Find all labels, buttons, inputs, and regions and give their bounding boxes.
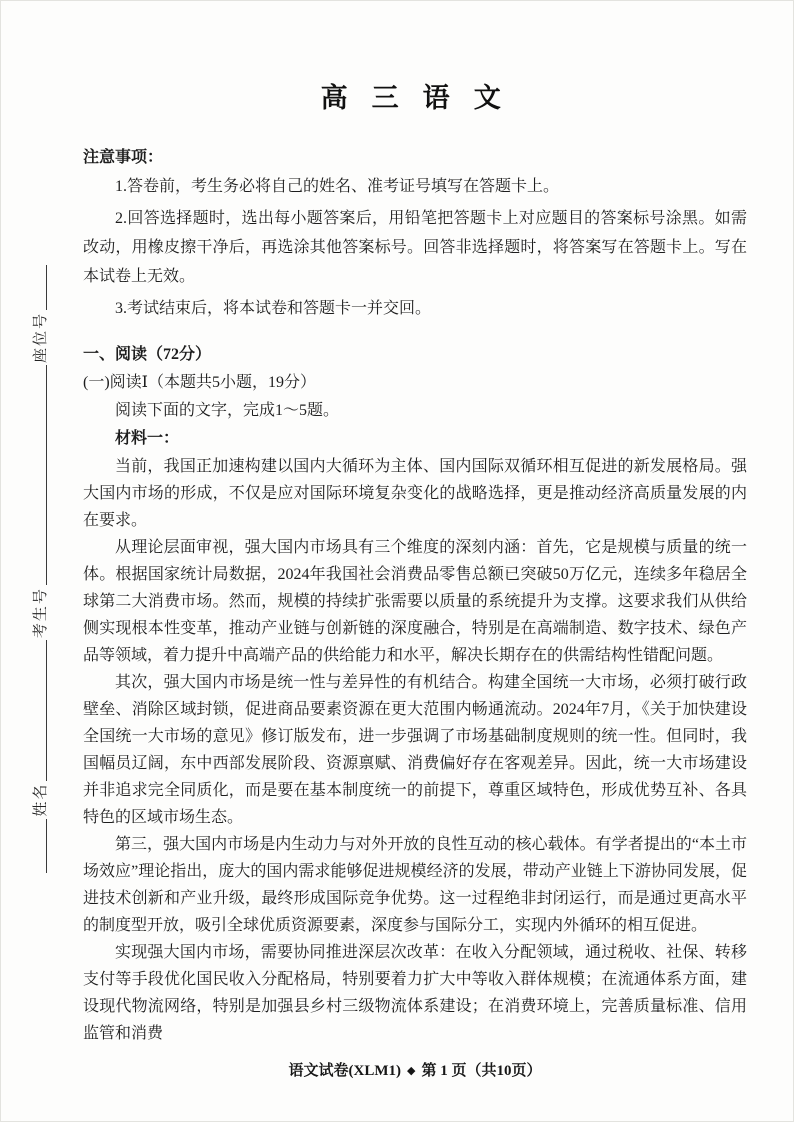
name-field-label: 姓名 — [33, 782, 49, 817]
section-title-reading: 一、阅读（72分） — [83, 346, 212, 363]
notice-heading: 注意事项： — [83, 149, 164, 166]
footer-page-number: 第 1 页（共10页） — [421, 1063, 542, 1079]
notice-item-3: 3.考试结束后，将本试卷和答题卡一并交回。 — [115, 300, 432, 317]
page-content — [83, 76, 747, 1047]
passage-paragraph: 当前，我国正加速构建以国内大循环为主体、国内国际双循环相互促进的新发展格局。强大国内市场的形成，不仅是应对国际环境复杂变化的战略选择，更是推动经济高质量发展的内在要求。 — [83, 458, 747, 529]
notice-item-1: 1.答卷前，考生务必将自己的姓名、准考证号填写在答题卡上。 — [115, 178, 560, 195]
footer-separator-icon: ◆ — [407, 1065, 416, 1077]
fill-line — [46, 365, 47, 585]
examinee-number-label: 考生号 — [33, 587, 49, 639]
fill-line — [46, 819, 47, 873]
footer-paper-name: 语文试卷(XLM1) — [288, 1063, 401, 1079]
page-title: 高 三 语 文 — [320, 83, 510, 113]
passage-paragraph: 第三，强大国内市场是内生动力与对外开放的良性互动的核心载体。有学者提出的“本土市场效应”理论指出，庞大的国内需求能够促进规模经济的发展，带动产业链上下游协同发展，促进技术创新和产业升级，最终形成国际竞争优势。这一过程绝非封闭运行，而是通过更高水平的制度型开放，吸引全球优质资源要素，深度参与国际分工，实现内外循环的相互促进。 — [83, 836, 747, 934]
material-one-label: 材料一： — [115, 430, 180, 447]
margin-fields — [29, 265, 51, 873]
reading-instruction: 阅读下面的文字，完成1～5题。 — [115, 402, 340, 419]
fill-line — [46, 640, 47, 781]
fill-line — [46, 265, 47, 310]
passage-paragraph: 其次，强大国内市场是统一性与差异性的有机结合。构建全国统一大市场，必须打破行政壁垒、消除区域封锁，促进商品要素资源在更大范围内畅通流动。2024年7月，《关于加快建设全国统一大市场的意见》修订版发布，进一步强调了市场基础制度规则的统一性。但同时，我国幅员辽阔，东中西部发展阶段、资源禀赋、消费偏好存在客观差异。因此，统一大市场建设并非追求完全同质化，而是要在基本制度统一的前提下，尊重区域特色，形成优势互补、各具特色的区域市场生态。 — [83, 674, 747, 826]
subsection-title-reading-1: (一)阅读Ⅰ（本题共5小题，19分） — [83, 374, 316, 391]
passage-paragraph: 实现强大国内市场，需要协同推进深层次改革：在收入分配领域，通过税收、社保、转移支付等手段优化国民收入分配格局，特别要着力扩大中等收入群体规模；在流通体系方面，建设现代物流网络，特别是加强县乡村三级物流体系建设；在消费环境上，完善质量标准、信用监管和消费 — [83, 944, 747, 1042]
page-footer — [83, 1059, 747, 1080]
notice-item-2: 2.回答选择题时，选出每小题答案后，用铅笔把答题卡上对应题目的答案标号涂黑。如需改动，用橡皮擦干净后，再选涂其他答案标号。回答非选择题时，将答案写在答题卡上。写在本试卷上无效。 — [83, 210, 747, 285]
seat-number-label: 座位号 — [33, 311, 49, 363]
passage-paragraph: 从理论层面审视，强大国内市场具有三个维度的深刻内涵：首先，它是规模与质量的统一体。根据国家统计局数据，2024年我国社会消费品零售总额已突破50万亿元，连续多年稳居全球第二大消费市场。然而，规模的持续扩张需要以质量的系统提升为支撑。这要求我们从供给侧实现根本性变革，推动产业链与创新链的深度融合，特别是在高端制造、数字技术、绿色产品等领域，着力提升中高端产品的供给能力和水平，解决长期存在的供需结构性错配问题。 — [83, 539, 747, 664]
